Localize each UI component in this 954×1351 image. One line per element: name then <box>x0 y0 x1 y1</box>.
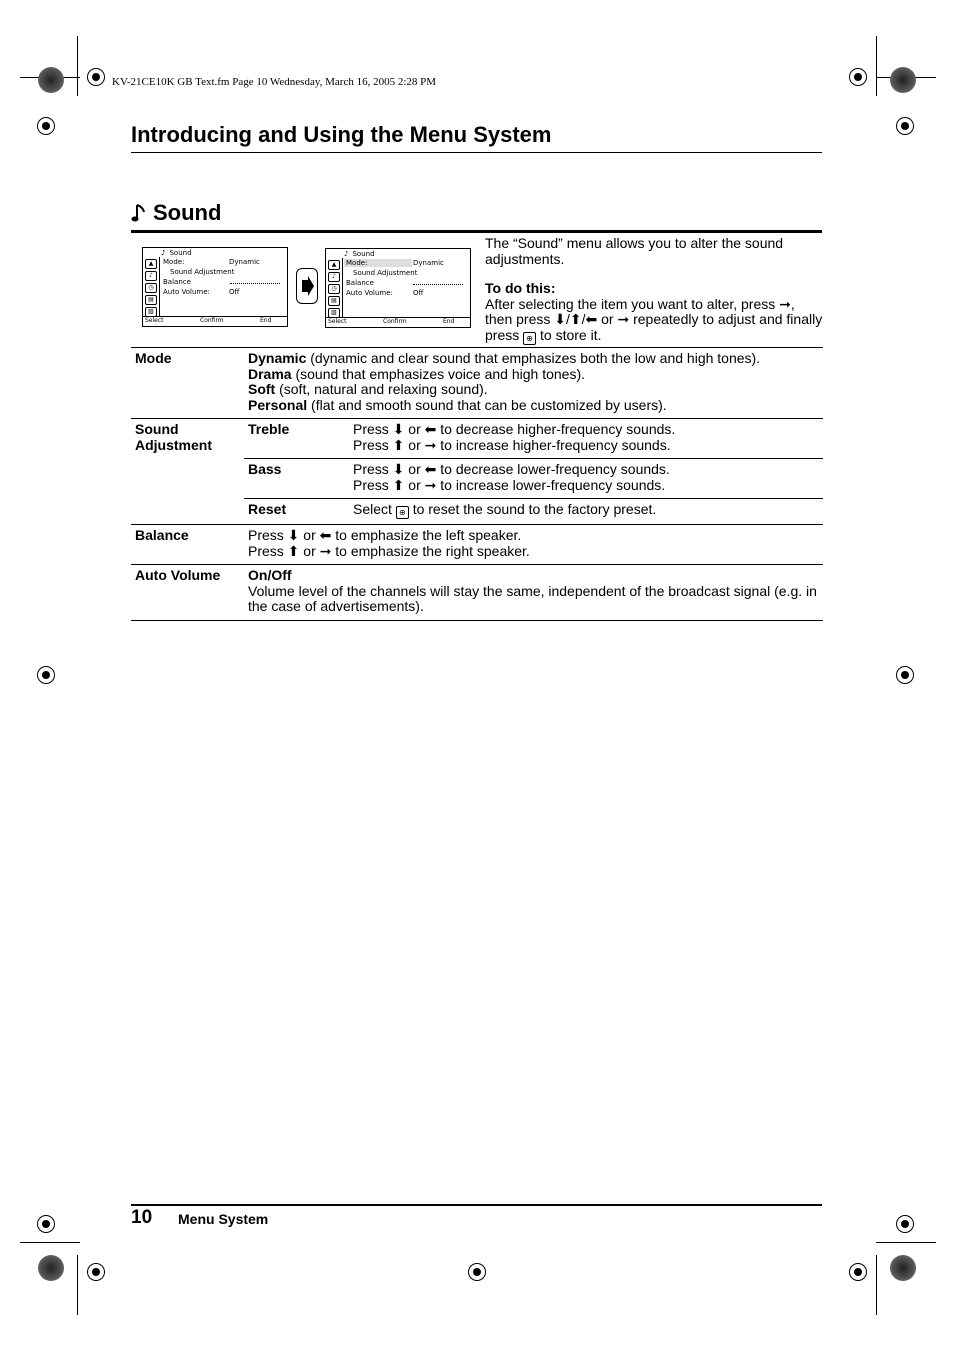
osd-row-value: Off <box>229 288 240 296</box>
right-arrow-button-illustration <box>296 268 318 304</box>
intro-paragraph: The “Sound” menu allows you to alter the sound adjustments. <box>485 235 784 267</box>
picture-icon: ▲ <box>328 260 340 270</box>
row-label: Sound Adjustment <box>135 421 212 453</box>
music-note-icon: ♪ <box>328 272 340 282</box>
crop-mark <box>876 1255 877 1315</box>
osd-end-label: End <box>443 318 455 325</box>
right-arrow-icon <box>297 269 317 303</box>
auto-volume-desc <box>244 565 823 621</box>
chapter-rule <box>131 152 822 153</box>
mode-options <box>244 348 823 419</box>
desc-text: to reset the sound to the factory preset. <box>412 501 657 517</box>
osd-row-label: Auto Volume: <box>163 288 210 296</box>
file-header: KV-21CE10K GB Text.fm Page 10 Wednesday, March 16, 2005 2:28 PM <box>112 76 437 88</box>
desc-line: Press ⬇ or ⬅ to decrease higher-frequency sounds. <box>353 421 676 437</box>
crop-mark <box>876 36 877 96</box>
todo-line: to store it. <box>540 326 602 343</box>
setup-icon: ▤ <box>328 296 340 306</box>
registration-target <box>38 1255 64 1281</box>
osd-confirm-label: Confirm <box>200 317 224 324</box>
registration-target <box>890 1255 916 1281</box>
osd-end-label: End <box>260 317 272 324</box>
osd-screen-after <box>325 248 471 328</box>
desc-line: Press ⬇ or ⬅ to emphasize the left speaker. <box>248 527 522 543</box>
registration-target <box>890 67 916 93</box>
sound-settings-table <box>131 347 823 621</box>
todo-line: press <box>485 326 520 343</box>
registration-mark <box>87 1263 105 1281</box>
bass-desc <box>349 459 823 499</box>
osd-row-label: Sound Adjustment <box>170 268 235 276</box>
todo-line: then press ⬇/⬆/⬅ or ➞ repeatedly to adjust and finally <box>485 311 823 327</box>
registration-mark <box>896 1215 914 1233</box>
treble-desc <box>349 419 823 459</box>
osd-row-label: Balance <box>346 279 374 287</box>
section-title: Sound <box>153 200 222 225</box>
sub-label: Reset <box>244 499 349 525</box>
desc-line: Press ⬆ or ➞ to emphasize the right speaker. <box>248 542 530 559</box>
todo-line: After selecting the item you want to alter, press ➞, <box>485 295 795 312</box>
crop-mark <box>20 1242 80 1243</box>
registration-mark <box>87 68 105 86</box>
row-label: Auto Volume <box>135 567 221 583</box>
osd-row-label: Auto Volume: <box>346 289 393 297</box>
osd-select-label: Select <box>328 318 347 325</box>
footer-rule <box>131 1204 822 1206</box>
mode-option-desc: (soft, natural and relaxing sound). <box>275 381 488 397</box>
osd-row-label: Sound Adjustment <box>353 269 418 277</box>
osd-confirm-label: Confirm <box>383 318 407 325</box>
osd-screen-before <box>142 247 288 327</box>
table-row-balance <box>131 525 823 565</box>
balance-slider <box>413 280 463 285</box>
table-row-mode <box>131 348 823 419</box>
music-note-icon: ♪ <box>161 249 166 257</box>
music-note-icon: ♪ <box>344 250 349 258</box>
mode-option-desc: (flat and smooth sound that can be customized by users). <box>307 396 667 413</box>
registration-mark <box>468 1263 486 1281</box>
osd-row-value: Off <box>413 289 424 297</box>
row-label: Balance <box>135 527 189 543</box>
page-number: 10 <box>131 1207 153 1228</box>
osd-select-label: Select <box>145 317 164 324</box>
music-note-icon: ♪ <box>145 271 157 281</box>
osd-footer <box>326 317 470 327</box>
mode-option-name: Dynamic <box>248 350 307 366</box>
crop-mark <box>77 1255 78 1315</box>
mode-option-name: Drama <box>248 365 292 382</box>
osd-title: Sound <box>169 249 192 257</box>
tv-icon: ▧ <box>328 308 340 318</box>
osd-menu-icons <box>143 257 160 316</box>
osd-menu-icons <box>326 258 343 317</box>
desc-line: Press ⬇ or ⬅ to decrease lower-frequency sounds. <box>353 461 670 477</box>
tv-icon: ▧ <box>145 307 157 317</box>
osd-row-label: Balance <box>163 278 191 286</box>
reset-desc <box>349 499 823 525</box>
timer-icon: ◷ <box>328 284 340 294</box>
ok-button-icon: ⊕ <box>396 506 409 519</box>
desc-line: Press ⬆ or ➞ to increase lower-frequency sounds. <box>353 476 666 493</box>
crop-mark <box>876 1242 936 1243</box>
registration-mark <box>37 117 55 135</box>
registration-mark <box>37 1215 55 1233</box>
registration-mark <box>849 1263 867 1281</box>
picture-icon: ▲ <box>145 259 157 269</box>
desc-line: Press ⬆ or ➞ to increase higher-frequency sounds. <box>353 436 671 453</box>
mode-option-name: Soft <box>248 381 276 397</box>
intro-text-block <box>485 236 825 345</box>
timer-icon: ◷ <box>145 283 157 293</box>
registration-mark <box>896 117 914 135</box>
option-name: On/Off <box>248 567 292 583</box>
osd-row-value: Dynamic <box>229 258 260 266</box>
crop-mark <box>77 36 78 96</box>
balance-slider <box>230 279 280 284</box>
mode-option-desc: (dynamic and clear sound that emphasizes both the low and high tones). <box>306 350 761 366</box>
mode-option-name: Personal <box>248 396 308 413</box>
table-row-treble <box>131 419 823 459</box>
todo-heading: To do this: <box>485 280 556 296</box>
mode-option-desc: (sound that emphasizes voice and high tones). <box>291 365 585 382</box>
osd-row-label: Mode: <box>346 259 368 267</box>
registration-mark <box>37 666 55 684</box>
registration-mark <box>896 666 914 684</box>
ok-button-icon: ⊕ <box>523 332 536 345</box>
osd-footer <box>143 316 287 326</box>
chapter-title: Introducing and Using the Menu System <box>131 122 552 147</box>
balance-desc <box>244 525 823 565</box>
sub-label: Treble <box>248 421 290 437</box>
desc-text: Select <box>353 501 392 517</box>
footer-section-label: Menu System <box>178 1211 269 1227</box>
music-note-icon <box>131 203 147 223</box>
osd-title: Sound <box>352 250 375 258</box>
registration-mark <box>849 68 867 86</box>
sub-label: Bass <box>244 459 349 499</box>
osd-row-label: Mode: <box>163 258 185 266</box>
registration-target <box>38 67 64 93</box>
section-rule <box>131 230 822 233</box>
osd-row-value: Dynamic <box>413 259 444 267</box>
desc-text: Volume level of the channels will stay the same, independent of the broadcast signal (e.g. in the case of advertisements). <box>248 582 817 614</box>
row-label: Mode <box>135 350 172 366</box>
table-row-auto-volume <box>131 565 823 621</box>
section-heading <box>131 200 221 226</box>
setup-icon: ▤ <box>145 295 157 305</box>
